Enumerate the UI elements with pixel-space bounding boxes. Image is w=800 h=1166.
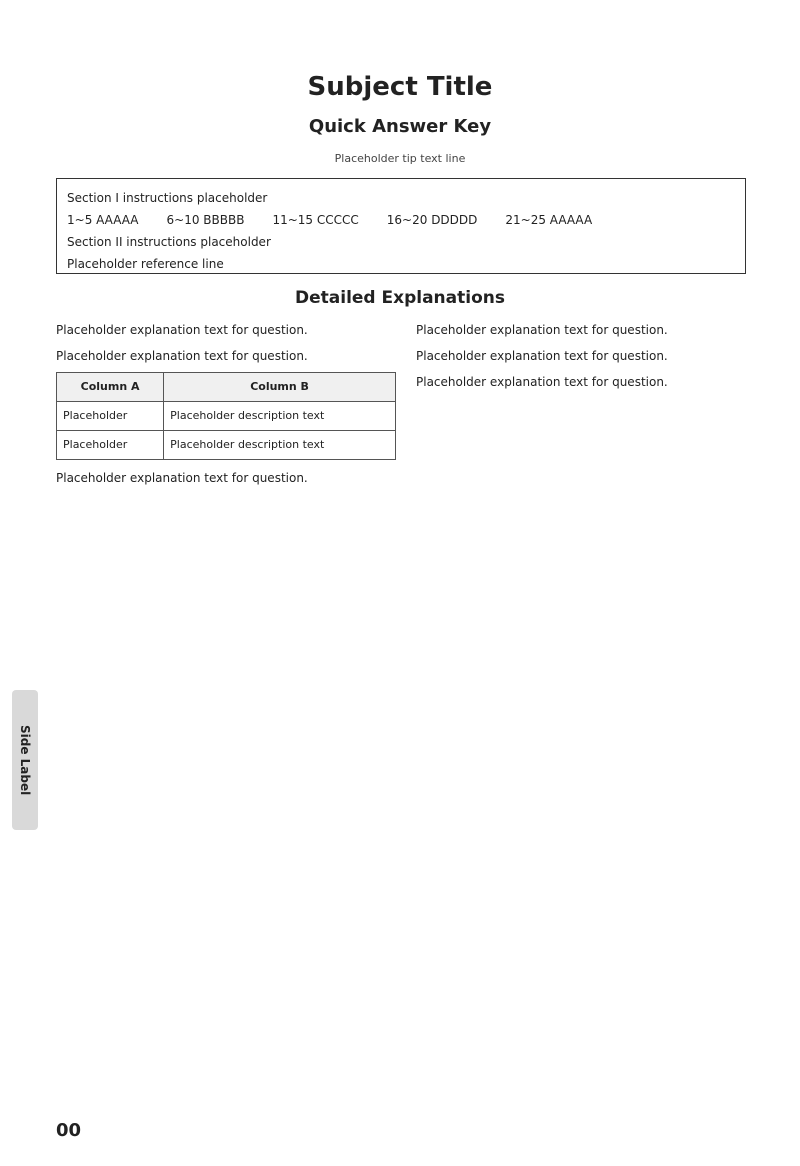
table-cell: Placeholder: [57, 431, 164, 460]
side-tab: Side Label: [12, 690, 38, 830]
table-row: [57, 402, 396, 431]
explanation: Placeholder explanation text for question.: [416, 375, 668, 389]
explanation: Placeholder explanation text for question.: [56, 323, 308, 337]
page-title: Subject Title: [307, 72, 493, 102]
answer-box-line1: Section I instructions placeholder: [67, 191, 268, 205]
right-column: [416, 320, 756, 398]
answer-row: [67, 209, 735, 231]
table-cell: Placeholder description text: [164, 431, 396, 460]
answer-group: 21~25 AAAAA: [505, 213, 593, 227]
table-row: [57, 431, 396, 460]
answer-group: 16~20 DDDDD: [386, 213, 478, 227]
explanation: Placeholder explanation text for question.: [416, 323, 668, 337]
analysis-table: [56, 372, 396, 460]
explanation: Placeholder explanation text for question.: [56, 349, 308, 363]
page-number: 00: [56, 1120, 82, 1141]
page-subtitle: Quick Answer Key: [308, 116, 492, 137]
explanation: Placeholder explanation text for question.: [416, 349, 668, 363]
left-column: [56, 320, 396, 494]
table-cell: Placeholder description text: [164, 402, 396, 431]
answer-box-line4: Placeholder reference line: [67, 257, 224, 271]
table-header: Column A: [57, 373, 164, 402]
section-title: Detailed Explanations: [295, 288, 505, 308]
table-cell: Placeholder: [57, 402, 164, 431]
answer-group: 11~15 CCCCC: [272, 213, 359, 227]
answer-box-line3: Section II instructions placeholder: [67, 235, 271, 249]
explanation: Placeholder explanation text for question.: [56, 471, 308, 485]
answer-key-box: [56, 178, 746, 274]
tip-text: Placeholder tip text line: [334, 152, 466, 165]
answer-group: 6~10 BBBBB: [166, 213, 245, 227]
table-header: Column B: [164, 373, 396, 402]
answer-group: 1~5 AAAAA: [67, 213, 139, 227]
